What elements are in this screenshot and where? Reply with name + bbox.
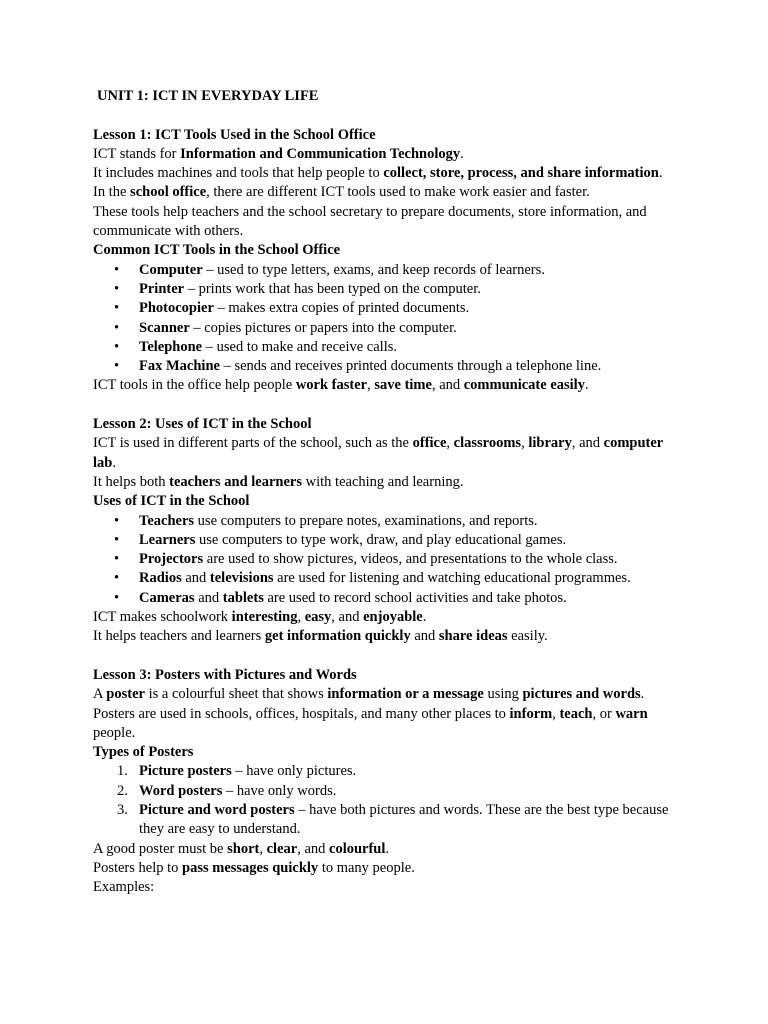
list-item: • Projectors are used to show pictures, videos, and presentations to the whole class. [93,550,673,569]
list-item: • Cameras and tablets are used to record school activities and take photos. [93,589,673,608]
bullet-icon: • [114,280,120,297]
lesson-3-closing-1: A good poster must be short, clear, and colourful. [93,840,390,857]
lesson-1-list-heading: Common ICT Tools in the School Office [93,242,341,259]
lesson-1-paragraph-4: These tools help teachers and the school secretary to prepare documents, store information, and communicate with others. [93,203,647,240]
list-item: 1. Picture posters – have only pictures. [93,762,673,781]
section-spacer [93,396,673,415]
list-item: • Scanner – copies pictures or papers into the computer. [93,319,673,338]
unit-title: UNIT 1: ICT IN EVERYDAY LIFE [97,88,319,104]
document-page [93,87,673,897]
list-item: • Learners use computers to type work, draw, and play educational games. [93,531,673,550]
lesson-2-closing-2: It helps teachers and learners get information quickly and share ideas easily. [93,628,548,645]
bullet-icon: • [114,589,120,606]
lesson-1-title: Lesson 1: ICT Tools Used in the School Office [93,126,376,143]
list-item: • Teachers use computers to prepare notes, examinations, and reports. [93,512,673,531]
ict-uses-list [93,512,673,608]
bullet-icon: • [114,338,120,355]
list-item: • Telephone – used to make and receive calls. [93,338,673,357]
list-item: • Computer – used to type letters, exams, and keep records of learners. [93,261,673,280]
list-number: 2. [117,782,128,799]
bullet-icon: • [114,531,120,548]
list-item: • Radios and televisions are used for listening and watching educational programmes. [93,569,673,588]
lesson-3-paragraph-1: A poster is a colourful sheet that shows information or a message using pictures and words. [93,686,645,703]
lesson-2-title: Lesson 2: Uses of ICT in the School [93,416,312,433]
list-item: • Fax Machine – sends and receives printed documents through a telephone line. [93,357,673,376]
lesson-1-closing: ICT tools in the office help people work faster, save time, and communicate easily. [93,377,589,394]
bullet-icon: • [114,570,120,587]
lesson-3-examples-label: Examples: [93,879,155,896]
list-item: 3. Picture and word posters – have both pictures and words. These are the best type because they are easy to understand. [117,801,669,838]
list-item: 2. Word posters – have only words. [93,782,673,801]
lesson-3-closing-2: Posters help to pass messages quickly to many people. [93,859,415,876]
bullet-icon: • [114,319,120,336]
lesson-1-paragraph-2: It includes machines and tools that help people to collect, store, process, and share information. [93,165,663,182]
lesson-1-paragraph-1: ICT stands for Information and Communication Technology. [93,145,464,162]
lesson-2-paragraph-2: It helps both teachers and learners with teaching and learning. [93,473,464,490]
poster-types-list [93,762,673,839]
lesson-3-paragraph-2: Posters are used in schools, offices, hospitals, and many other places to inform, teach, or warn people. [93,705,648,741]
bullet-icon: • [114,300,120,317]
lesson-3-title: Lesson 3: Posters with Pictures and Words [93,666,357,683]
list-number: 3. [117,801,128,818]
list-item: • Printer – prints work that has been typed on the computer. [93,280,673,299]
bullet-icon: • [114,551,120,568]
list-number: 1. [117,763,128,780]
lesson-1-paragraph-3: In the school office, there are different ICT tools used to make work easier and faster. [93,184,590,201]
bullet-icon: • [114,261,120,278]
bullet-icon: • [114,358,120,375]
lesson-3-list-heading: Types of Posters [93,744,194,761]
lesson-2-closing-1: ICT makes schoolwork interesting, easy, and enjoyable. [93,609,427,626]
bullet-icon: • [114,512,120,529]
lesson-2-paragraph-1: ICT is used in different parts of the school, such as the office, classrooms, library, and computer lab. [93,435,663,471]
lesson-2-list-heading: Uses of ICT in the School [93,493,250,510]
section-spacer [93,647,673,666]
list-item: • Photocopier – makes extra copies of printed documents. [93,299,673,318]
ict-tools-list [93,261,673,377]
